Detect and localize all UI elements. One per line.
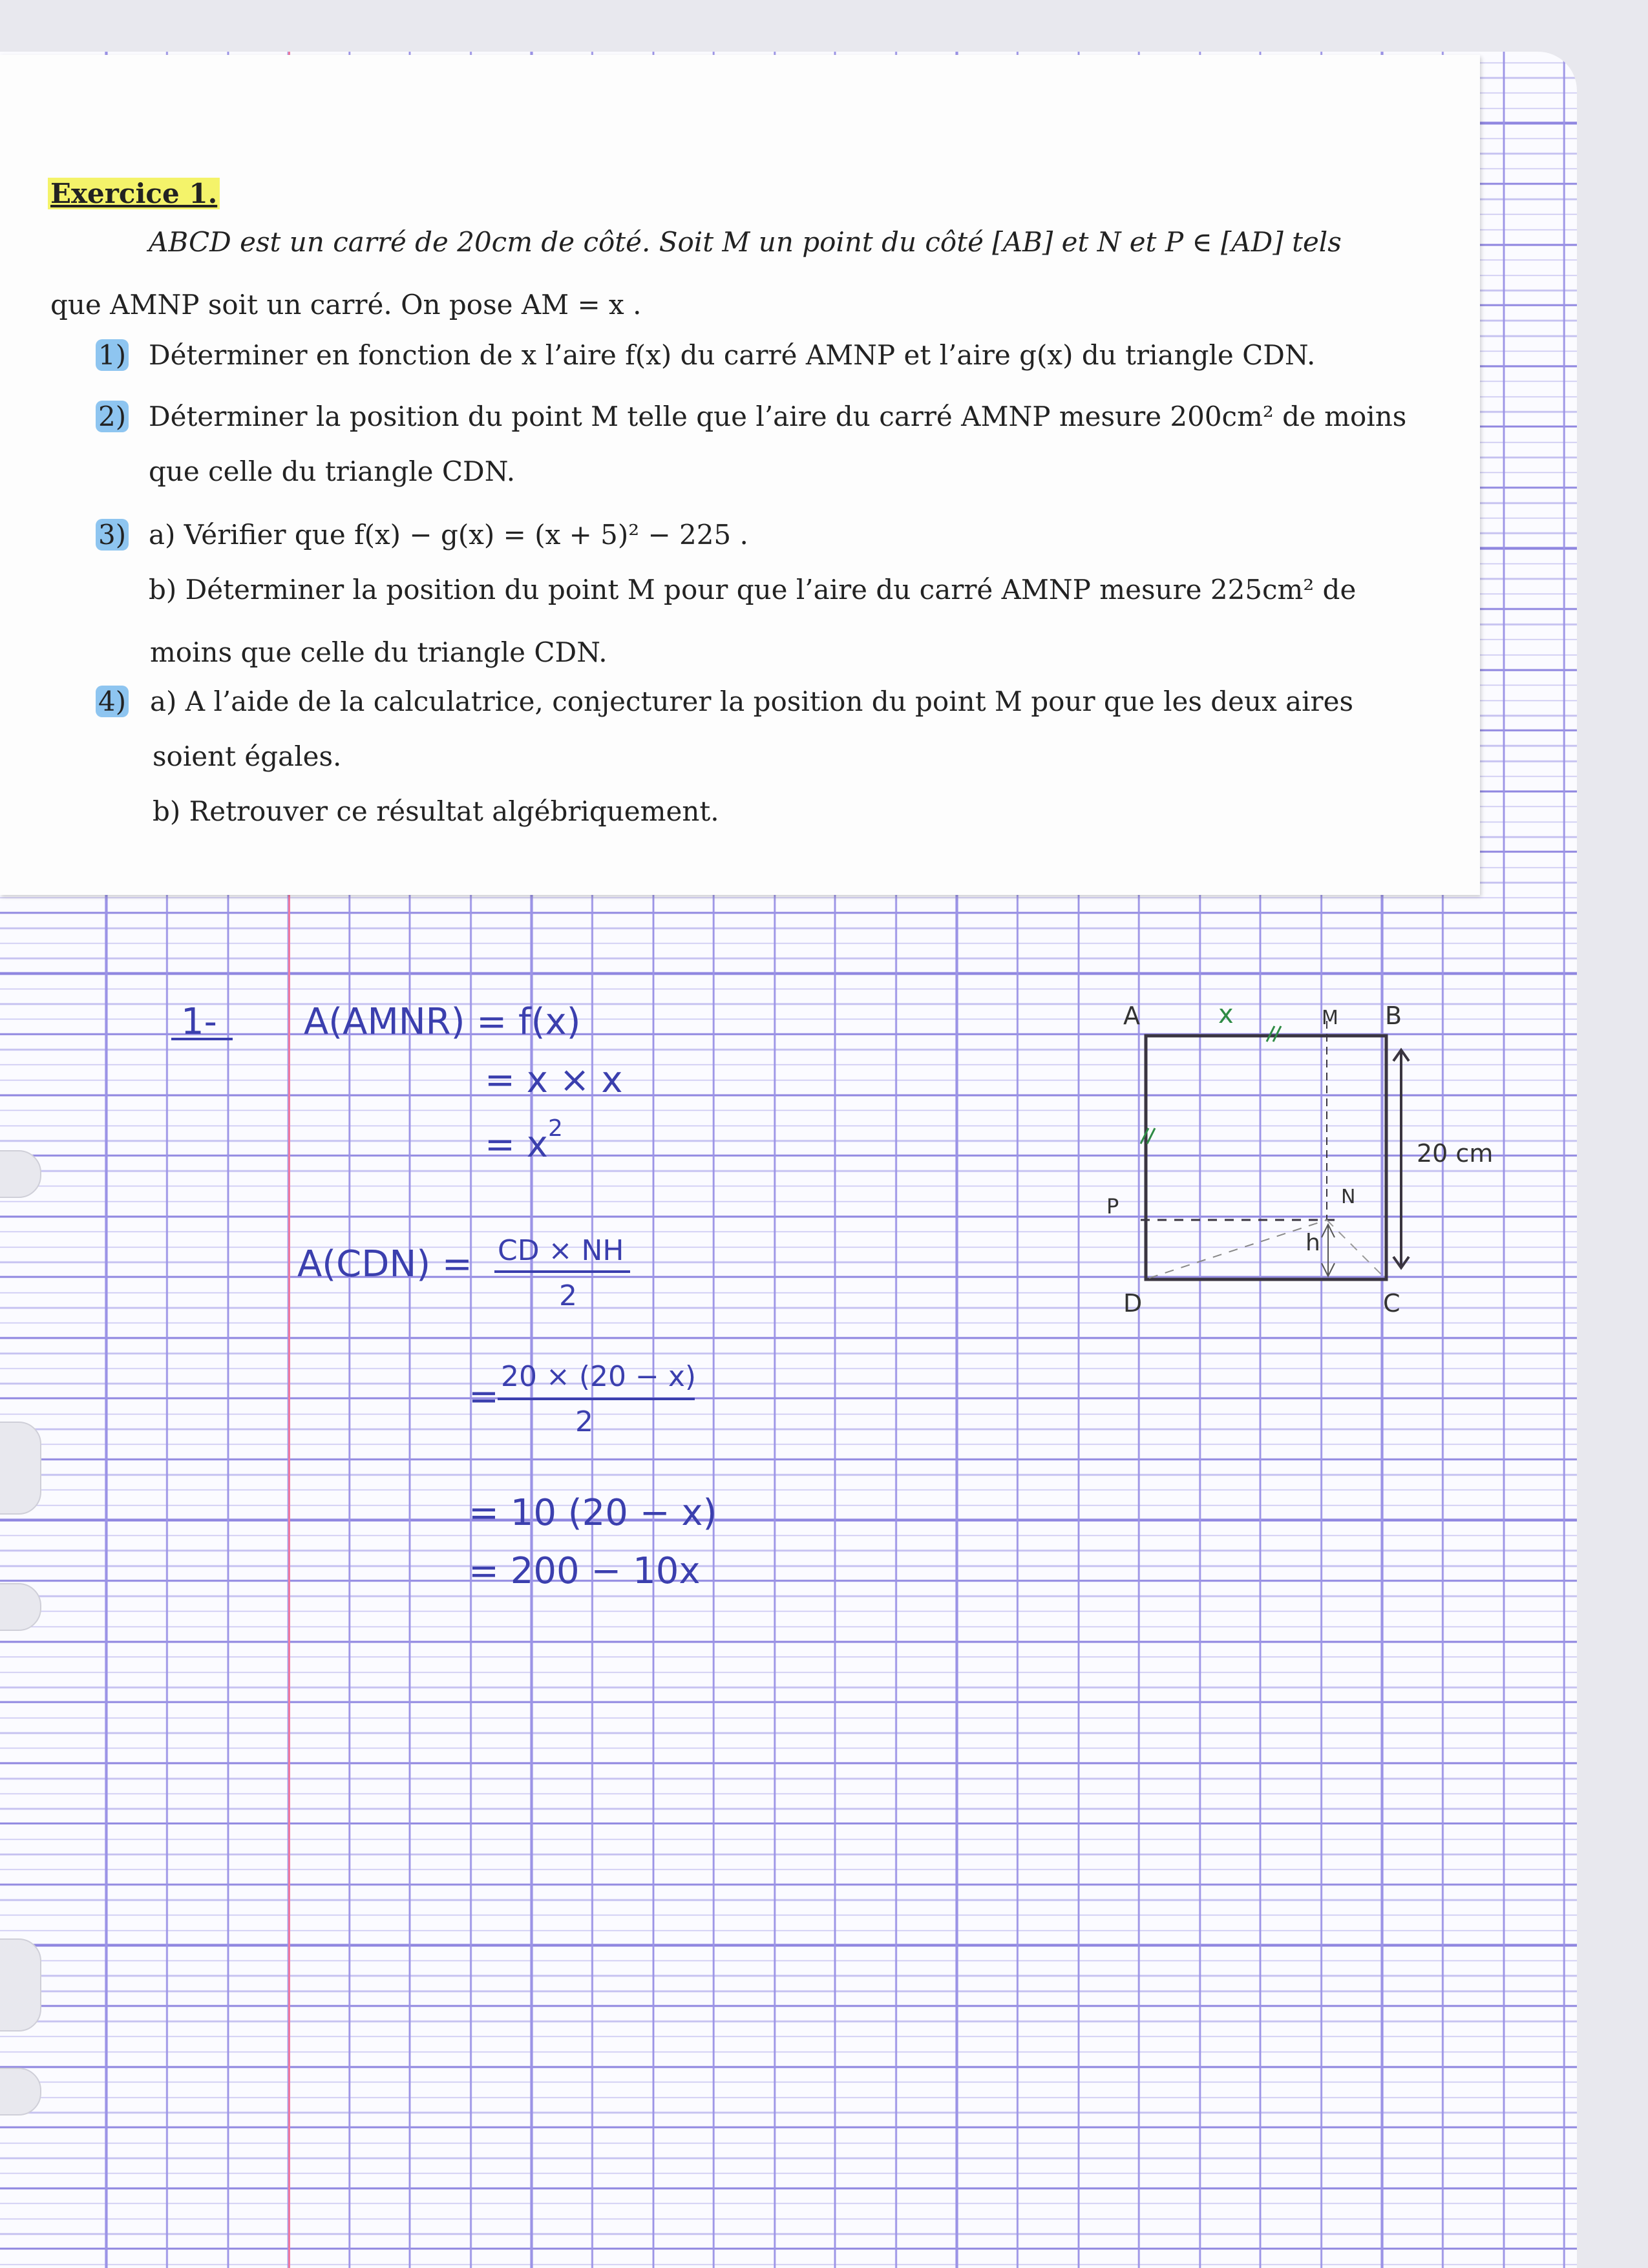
question-number: 3) <box>96 519 129 551</box>
simplified-line: = 10 (20 − x) <box>469 1492 717 1534</box>
exponent: 2 <box>548 1115 563 1142</box>
question-number: 1) <box>96 339 129 371</box>
side-length-label: 20 cm <box>1417 1139 1494 1168</box>
question-text: Déterminer la position du point M telle que l’aire du carré AMNP mesure 200cm² de moins <box>149 401 1407 432</box>
label-n: N <box>1341 1186 1356 1208</box>
question-number: 4) <box>96 686 129 717</box>
question-text: soient égales. <box>153 740 342 772</box>
intro-line: que AMNP soit un carré. On pose AM = x . <box>50 289 642 320</box>
question-text: Déterminer en fonction de x l’aire f(x) du carré AMNP et l’aire g(x) du triangle CDN. <box>149 339 1316 371</box>
label-h: h <box>1305 1230 1320 1256</box>
intro-line: ABCD est un carré de 20cm de côté. Soit M un point du côté [AB] et N et P ∈ [AD] tels <box>149 226 1342 258</box>
fraction-numerator: CD × NH <box>498 1234 624 1267</box>
question-text: a) A l’aide de la calculatrice, conjecturer la position du point M pour que les deux aires <box>150 686 1354 717</box>
fraction-denominator: 2 <box>559 1279 577 1312</box>
segment-cn <box>1327 1220 1383 1276</box>
question-text: a) Vérifier que f(x) − g(x) = (x + 5)² − 225 . <box>149 519 748 551</box>
square-abcd <box>1146 1036 1386 1279</box>
question-number: 2) <box>96 401 129 432</box>
exercise-title: Exercice 1. <box>48 178 220 209</box>
question-text: b) Déterminer la position du point M pour que l’aire du carré AMNP mesure 225cm² de <box>149 574 1357 605</box>
area-square-line: = x × x <box>485 1059 623 1101</box>
question-text: que celle du triangle CDN. <box>149 456 516 487</box>
label-m: M <box>1322 1007 1338 1029</box>
question-text: b) Retrouver ce résultat algébriquement. <box>153 795 719 827</box>
part-number: 1- <box>181 1001 217 1043</box>
label-a: A <box>1123 1002 1140 1030</box>
label-b: B <box>1385 1002 1402 1030</box>
label-p: P <box>1106 1194 1119 1219</box>
label-x: x <box>1218 1000 1234 1029</box>
question-text: moins que celle du triangle CDN. <box>150 636 607 668</box>
label-c: C <box>1383 1289 1400 1318</box>
fraction-denominator: 2 <box>575 1405 593 1438</box>
square-figure <box>1106 1000 1493 1318</box>
area-triangle-line: A(CDN) = <box>297 1243 472 1285</box>
label-d: D <box>1123 1289 1143 1318</box>
area-square-line: A(AMNR) = f(x) <box>304 1001 581 1043</box>
simplified-line: = 200 − 10x <box>469 1550 701 1592</box>
equal-length-marks <box>1141 1026 1281 1144</box>
segment-dn <box>1149 1220 1327 1278</box>
area-square-line: = x <box>485 1124 548 1166</box>
fraction-numerator: 20 × (20 − x) <box>501 1360 697 1393</box>
equals: = <box>469 1376 499 1418</box>
